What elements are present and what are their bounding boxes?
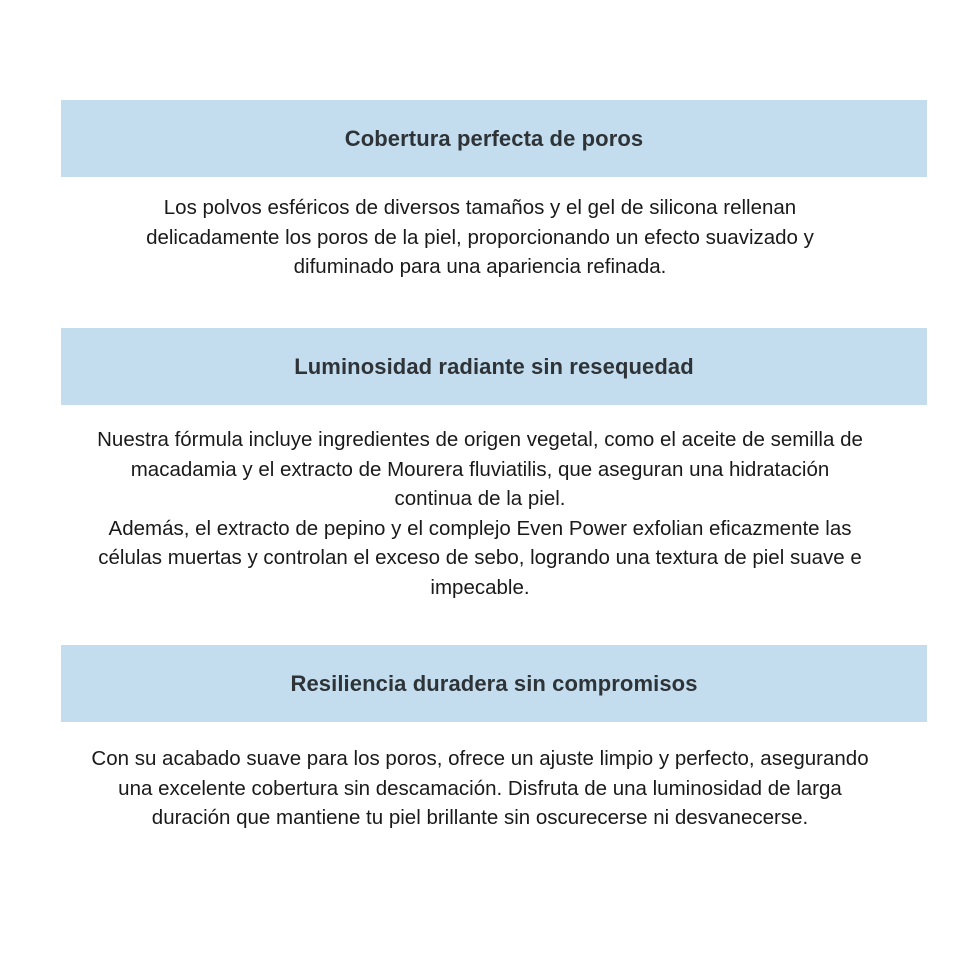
- section-body-pore-coverage: [100, 193, 860, 282]
- section-body-radiant-luminosity: [95, 425, 865, 602]
- section-header-radiant-luminosity: [61, 328, 927, 405]
- section-header-pore-coverage: [61, 100, 927, 177]
- section-header-lasting-resilience: [61, 645, 927, 722]
- section-paragraph: Los polvos esféricos de diversos tamaños y el gel de silicona rellenan delicadamente los poros de la piel, proporcionando un efecto suavizado y difuminado para una apariencia refinada.: [146, 196, 814, 278]
- section-body-lasting-resilience: [90, 744, 870, 833]
- section-title: Resiliencia duradera sin compromisos: [290, 670, 698, 696]
- section-title: Luminosidad radiante sin resequedad: [294, 353, 694, 379]
- section-paragraph: Nuestra fórmula incluye ingredientes de origen vegetal, como el aceite de semilla de macadamia y el extracto de Mourera fluviatilis, que aseguran una hidratación continua de la piel.: [97, 428, 863, 510]
- section-paragraph: Con su acabado suave para los poros, ofrece un ajuste limpio y perfecto, asegurando una excelente cobertura sin descamación. Disfruta de una luminosidad de larga duración que mantiene tu piel brillante sin oscurecerse ni desvanecerse.: [91, 747, 869, 829]
- section-title: Cobertura perfecta de poros: [344, 125, 644, 151]
- section-paragraph: Además, el extracto de pepino y el complejo Even Power exfolian eficazmente las células muertas y controlan el exceso de sebo, logrando una textura de piel suave e impecable.: [98, 516, 862, 599]
